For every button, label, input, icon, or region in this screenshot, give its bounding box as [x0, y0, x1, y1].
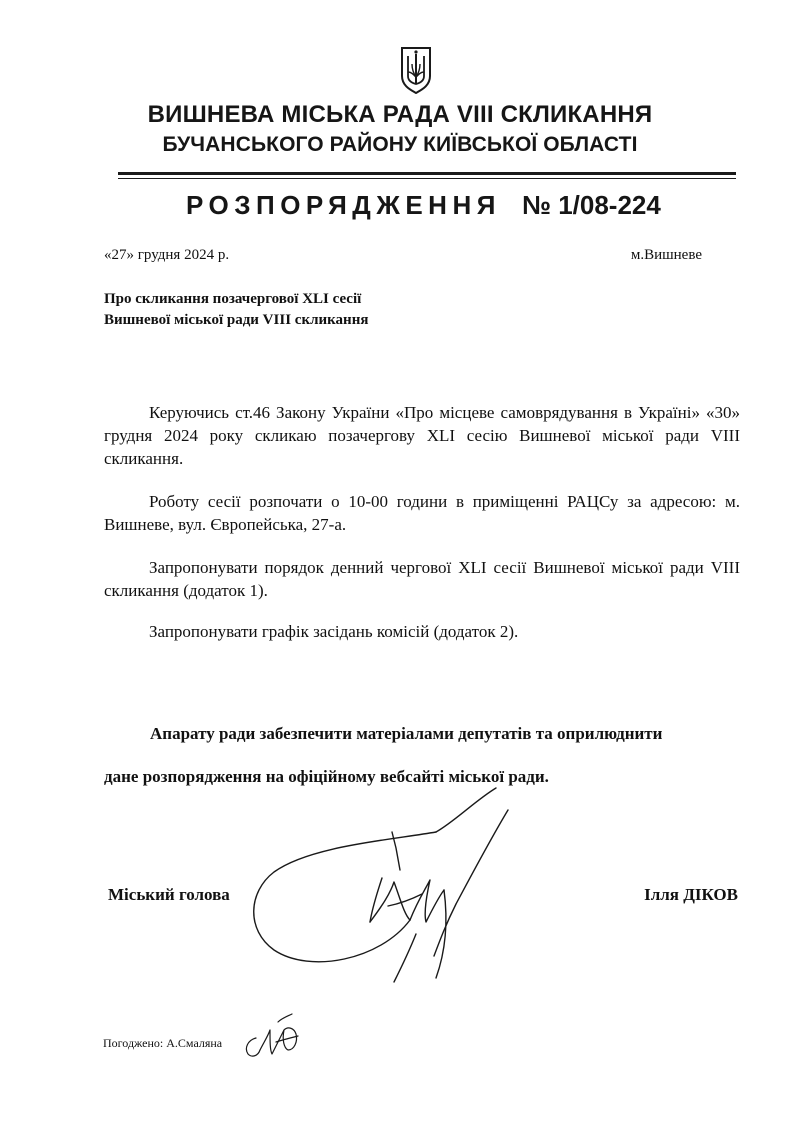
document-title: РОЗПОРЯДЖЕННЯ — [186, 190, 501, 220]
document-subject — [104, 289, 368, 331]
signatory-name: Ілля ДІКОВ — [644, 885, 738, 904]
header-divider-thick — [118, 172, 736, 175]
handwritten-signature-icon — [240, 770, 560, 1000]
body-paragraph-4: Запропонувати графік засідань комісій (додаток 2). — [149, 622, 519, 641]
document-place: м.Вишневе — [630, 247, 702, 263]
org-name-line1: ВИШНЕВА МІСЬКА РАДА VIII СКЛИКАННЯ — [147, 101, 653, 128]
coat-of-arms-icon — [399, 46, 433, 94]
signatory-position: Міський голова — [108, 885, 230, 904]
handwritten-visa-icon — [242, 1012, 304, 1062]
instruction-line1: Апарату ради забезпечити матеріалами депутатів та оприлюднити — [150, 724, 663, 743]
subject-line1: Про скликання позачергової XLI сесії — [104, 291, 362, 307]
body-paragraph-2: Роботу сесії розпочати о 10-00 години в приміщенні РАЦСу за адресою: м. Вишневе, вул. Європейська, 27-а. — [104, 492, 740, 534]
org-name-line2: БУЧАНСЬКОГО РАЙОНУ КИЇВСЬКОЇ ОБЛАСТІ — [162, 133, 638, 156]
document-date: «27» грудня 2024 р. — [104, 247, 230, 263]
instruction-line2: дане розпорядження на офіційному вебсайті міської ради. — [104, 767, 549, 786]
subject-line2: Вишневої міської ради VIII скликання — [104, 312, 369, 328]
agreed-by: Погоджено: А.Смаляна — [103, 1036, 223, 1050]
header-divider-thin — [118, 178, 736, 179]
body-paragraph-1: Керуючись ст.46 Закону України «Про місцеве самоврядування в Україні» «30» грудня 2024 року скликаю позачергову XLI сесію Вишневої міської ради VIII скликання. — [104, 403, 740, 468]
body-paragraph-3: Запропонувати порядок денний чергової XLI сесії Вишневої міської ради VIII скликання (додаток 1). — [104, 558, 740, 600]
document-number: № 1/08-224 — [522, 190, 661, 220]
